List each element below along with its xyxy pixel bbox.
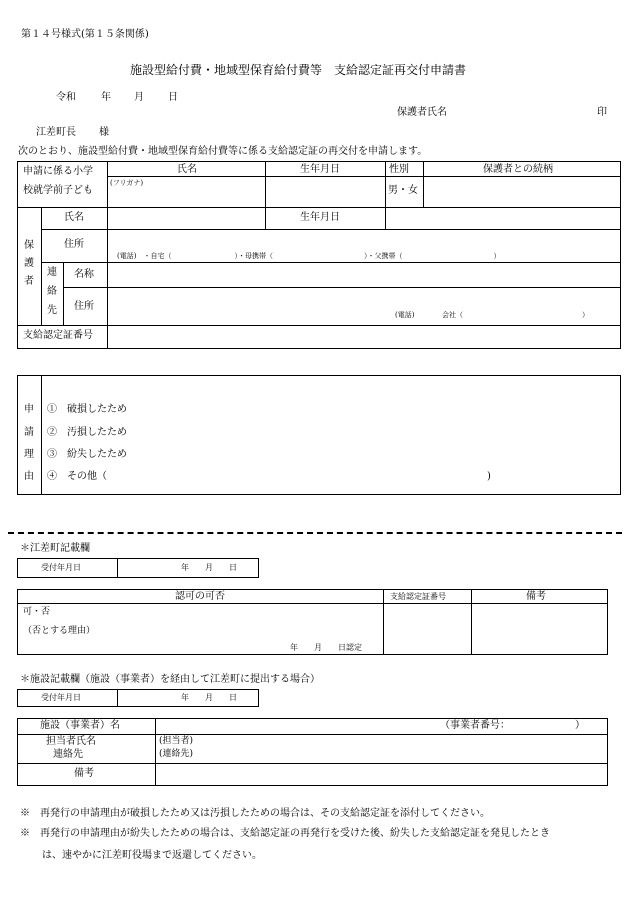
guardian-vertical-1: 保: [24, 240, 34, 251]
col-relation-header: 保護者との続柄: [483, 164, 553, 175]
guardian-birth-field-label: 生年月日: [300, 212, 340, 223]
staff-name-label: 担当者氏名: [46, 736, 96, 747]
addressee: 江差町長: [36, 127, 76, 138]
guardian-vertical-3: 者: [24, 276, 34, 287]
page-title: 施設型給付費・地域型保育給付費等 支給認定証再交付申請書: [130, 63, 467, 77]
col-sex-header: 性別: [389, 164, 409, 175]
guardian-phone-line: (電話) ・自宅（ ）・母携帯（ ）・父携帯（ ）: [117, 252, 501, 260]
reason-other-close: ): [487, 471, 491, 482]
facility-name-label: 施設（事業者）名: [40, 720, 120, 731]
contact-value: (連絡先): [159, 749, 194, 759]
sex-value: 男・女: [388, 185, 418, 196]
seal-mark: 印: [597, 107, 607, 118]
cert-number-label: 支給認定証番号: [23, 330, 93, 341]
reason-vertical-1: 申: [24, 404, 34, 415]
child-label-line1: 申請に係る小学: [23, 166, 93, 177]
contact-company: 会社（ ）: [442, 311, 589, 319]
guardian-name-field-label: 氏名: [64, 212, 84, 223]
contact-vertical-1: 連: [47, 267, 57, 278]
approval-choice: 可・否: [23, 607, 51, 617]
business-number: （事業者番号： ）: [440, 720, 585, 731]
col-name-header: 氏名: [177, 164, 197, 175]
guardian-name-label: 保護者氏名: [397, 107, 447, 118]
intro-text: 次のとおり、施設型給付費・地域型保育給付費等に係る支給認定証の再交付を申請します。: [18, 146, 428, 157]
town-section-heading: ＊江差町記載欄: [20, 543, 90, 554]
col-birth-header: 生年月日: [300, 164, 340, 175]
facility-receipt-label: 受付年月日: [41, 693, 81, 702]
staff-contact-label: 連絡先: [53, 749, 83, 760]
cut-line: [8, 532, 622, 534]
reason-option-damaged: ① 破損したため: [47, 404, 127, 415]
facility-section-heading: ＊施設記載欄（施設（事業者）を経由して江差町に提出する場合）: [20, 674, 320, 685]
town-remarks-header: 備考: [526, 591, 546, 602]
staff-value: (担当者): [159, 736, 194, 746]
date-day: 日: [168, 92, 178, 103]
date-month: 月: [134, 92, 144, 103]
contact-name-label: 名称: [74, 269, 94, 280]
town-cert-number-header: 支給認定証番号: [390, 592, 446, 601]
reason-option-soiled: ② 汚損したため: [47, 427, 127, 438]
date-era: 令和: [56, 92, 76, 103]
approval-date: 年 月 日認定: [290, 643, 362, 652]
form-number: 第１４号様式(第１５条関係): [21, 29, 149, 40]
contact-phone-label: (電話): [395, 311, 415, 319]
reason-option-lost: ③ 紛失したため: [47, 449, 127, 460]
contact-vertical-3: 先: [47, 305, 57, 316]
approval-header: 認可の可否: [175, 591, 225, 602]
facility-remarks-label: 備考: [74, 768, 94, 779]
facility-receipt-date: 年 月 日: [181, 693, 237, 702]
child-label-line2: 校就学前子ども: [23, 185, 93, 196]
note-1: ※ 再発行の申請理由が破損したため又は汚損したための場合は、その支給認定証を添付してください。: [20, 808, 490, 819]
town-receipt-date: 年 月 日: [181, 563, 237, 572]
note-2-continued: は、速やかに江差町役場まで返還してください。: [42, 850, 262, 861]
addressee-suffix: 様: [99, 127, 109, 138]
reject-reason-label: （否とする理由）: [23, 626, 96, 636]
reason-vertical-2: 請: [24, 427, 34, 438]
contact-vertical-2: 絡: [47, 286, 57, 297]
guardian-address-field-label: 住所: [64, 239, 84, 250]
guardian-vertical-2: 護: [24, 258, 34, 269]
town-receipt-label: 受付年月日: [41, 563, 81, 572]
contact-address-label: 住所: [74, 301, 94, 312]
date-year: 年: [101, 92, 111, 103]
reason-option-other: ④ その他（: [47, 471, 107, 482]
reason-vertical-4: 由: [24, 471, 34, 482]
note-2: ※ 再発行の申請理由が紛失したための場合は、支給認定証の再発行を受けた後、紛失した支給認定証を発見したとき: [20, 828, 550, 839]
furigana-label: (フリガナ): [110, 179, 144, 187]
reason-vertical-3: 理: [24, 449, 34, 460]
